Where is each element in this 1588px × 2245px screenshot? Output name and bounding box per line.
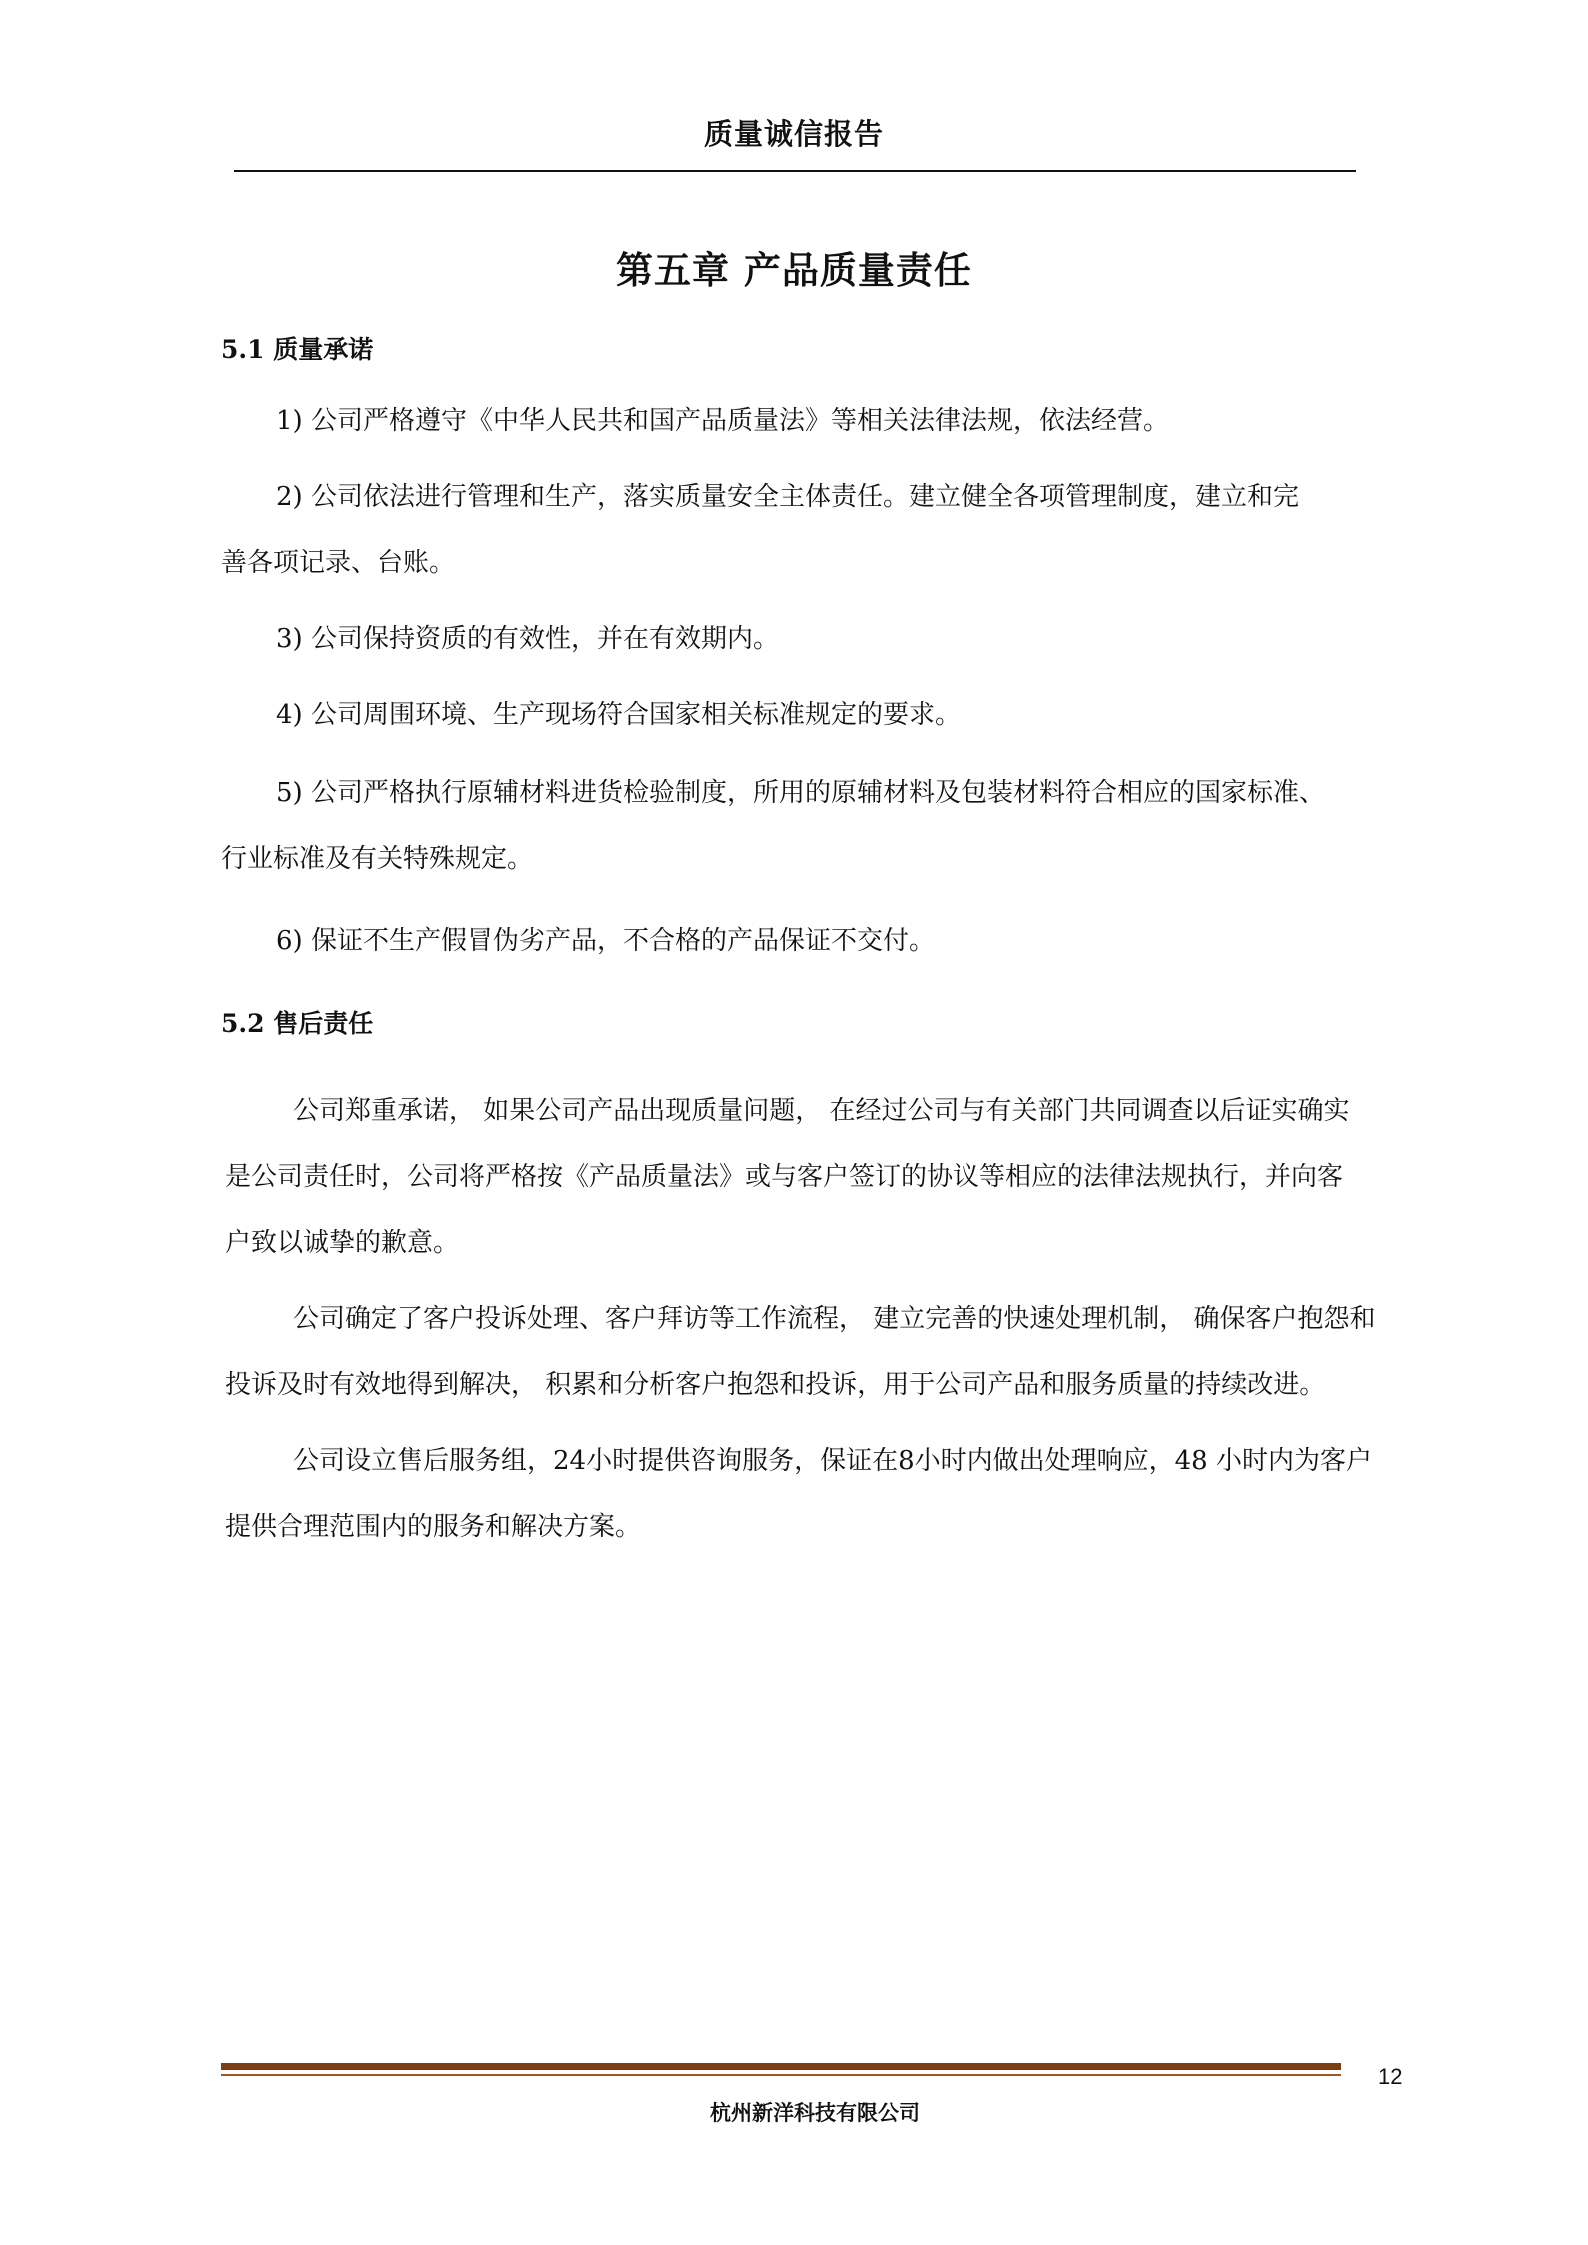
commitment-item-3 [276, 606, 1476, 672]
commitment-item-4 [276, 682, 1476, 748]
commitment-item-2-line-1: 2) 公司依法进行管理和生产，落实质量安全主体责任。建立健全各项管理制度，建立和完 [276, 482, 1299, 512]
after-sales-paragraph-2-line-1: 公司确定了客户投诉处理、客户拜访等工作流程， 建立完善的快速处理机制， 确保客户抱怨和 [293, 1304, 1376, 1334]
commitment-item-5-line-1: 5) 公司严格执行原辅材料进货检验制度，所用的原辅材料及包装材料符合相应的国家标准、 [276, 778, 1325, 808]
after-sales-paragraph-3 [225, 1428, 1425, 1560]
commitment-item-3-line-1: 3) 公司保持资质的有效性，并在有效期内。 [276, 624, 779, 654]
commitment-item-5 [221, 760, 1421, 892]
after-sales-paragraph-2-line-2: 投诉及时有效地得到解决， 积累和分析客户抱怨和投诉，用于公司产品和服务质量的持续改进。 [225, 1370, 1326, 1400]
after-sales-paragraph-1-line-3: 户致以诚挚的歉意。 [225, 1228, 460, 1258]
chapter-title: 第五章 产品质量责任 [616, 248, 972, 292]
after-sales-paragraph-1-line-1: 公司郑重承诺， 如果公司产品出现质量问题， 在经过公司与有关部门共同调查以后证实确实 [293, 1096, 1350, 1126]
commitment-item-1-line-1: 1) 公司严格遵守《中华人民共和国产品质量法》等相关法律法规，依法经营。 [276, 406, 1169, 436]
commitment-item-2-line-2: 善各项记录、台账。 [221, 548, 456, 578]
after-sales-paragraph-3-line-1: 公司设立售后服务组，24小时提供咨询服务，保证在8小时内做出处理响应，48 小时内为客户 [293, 1446, 1372, 1476]
footer-rule-thick [221, 2063, 1341, 2070]
after-sales-paragraph-1 [225, 1078, 1425, 1276]
commitment-item-6-line-1: 6) 保证不生产假冒伪劣产品，不合格的产品保证不交付。 [276, 926, 935, 956]
section-heading-quality-commitment: 5.1 质量承诺 [221, 335, 374, 364]
commitment-item-1 [276, 388, 1476, 454]
footer-rule-thin [221, 2074, 1341, 2076]
section-heading-after-sales: 5.2 售后责任 [221, 1009, 374, 1038]
header-title: 质量诚信报告 [703, 117, 884, 151]
header-rule [234, 170, 1356, 172]
commitment-item-5-line-2: 行业标准及有关特殊规定。 [221, 844, 534, 874]
commitment-item-6 [276, 908, 1476, 974]
commitment-item-2 [221, 464, 1421, 596]
page-number: 12 [1378, 2064, 1403, 2089]
after-sales-paragraph-3-line-2: 提供合理范围内的服务和解决方案。 [225, 1512, 642, 1542]
after-sales-paragraph-1-line-2: 是公司责任时，公司将严格按《产品质量法》或与客户签订的协议等相应的法律法规执行，并向客 [225, 1162, 1344, 1192]
commitment-item-4-line-1: 4) 公司周围环境、生产现场符合国家相关标准规定的要求。 [276, 700, 961, 730]
footer-company-name: 杭州新洋科技有限公司 [710, 2101, 920, 2125]
after-sales-paragraph-2 [225, 1286, 1425, 1418]
